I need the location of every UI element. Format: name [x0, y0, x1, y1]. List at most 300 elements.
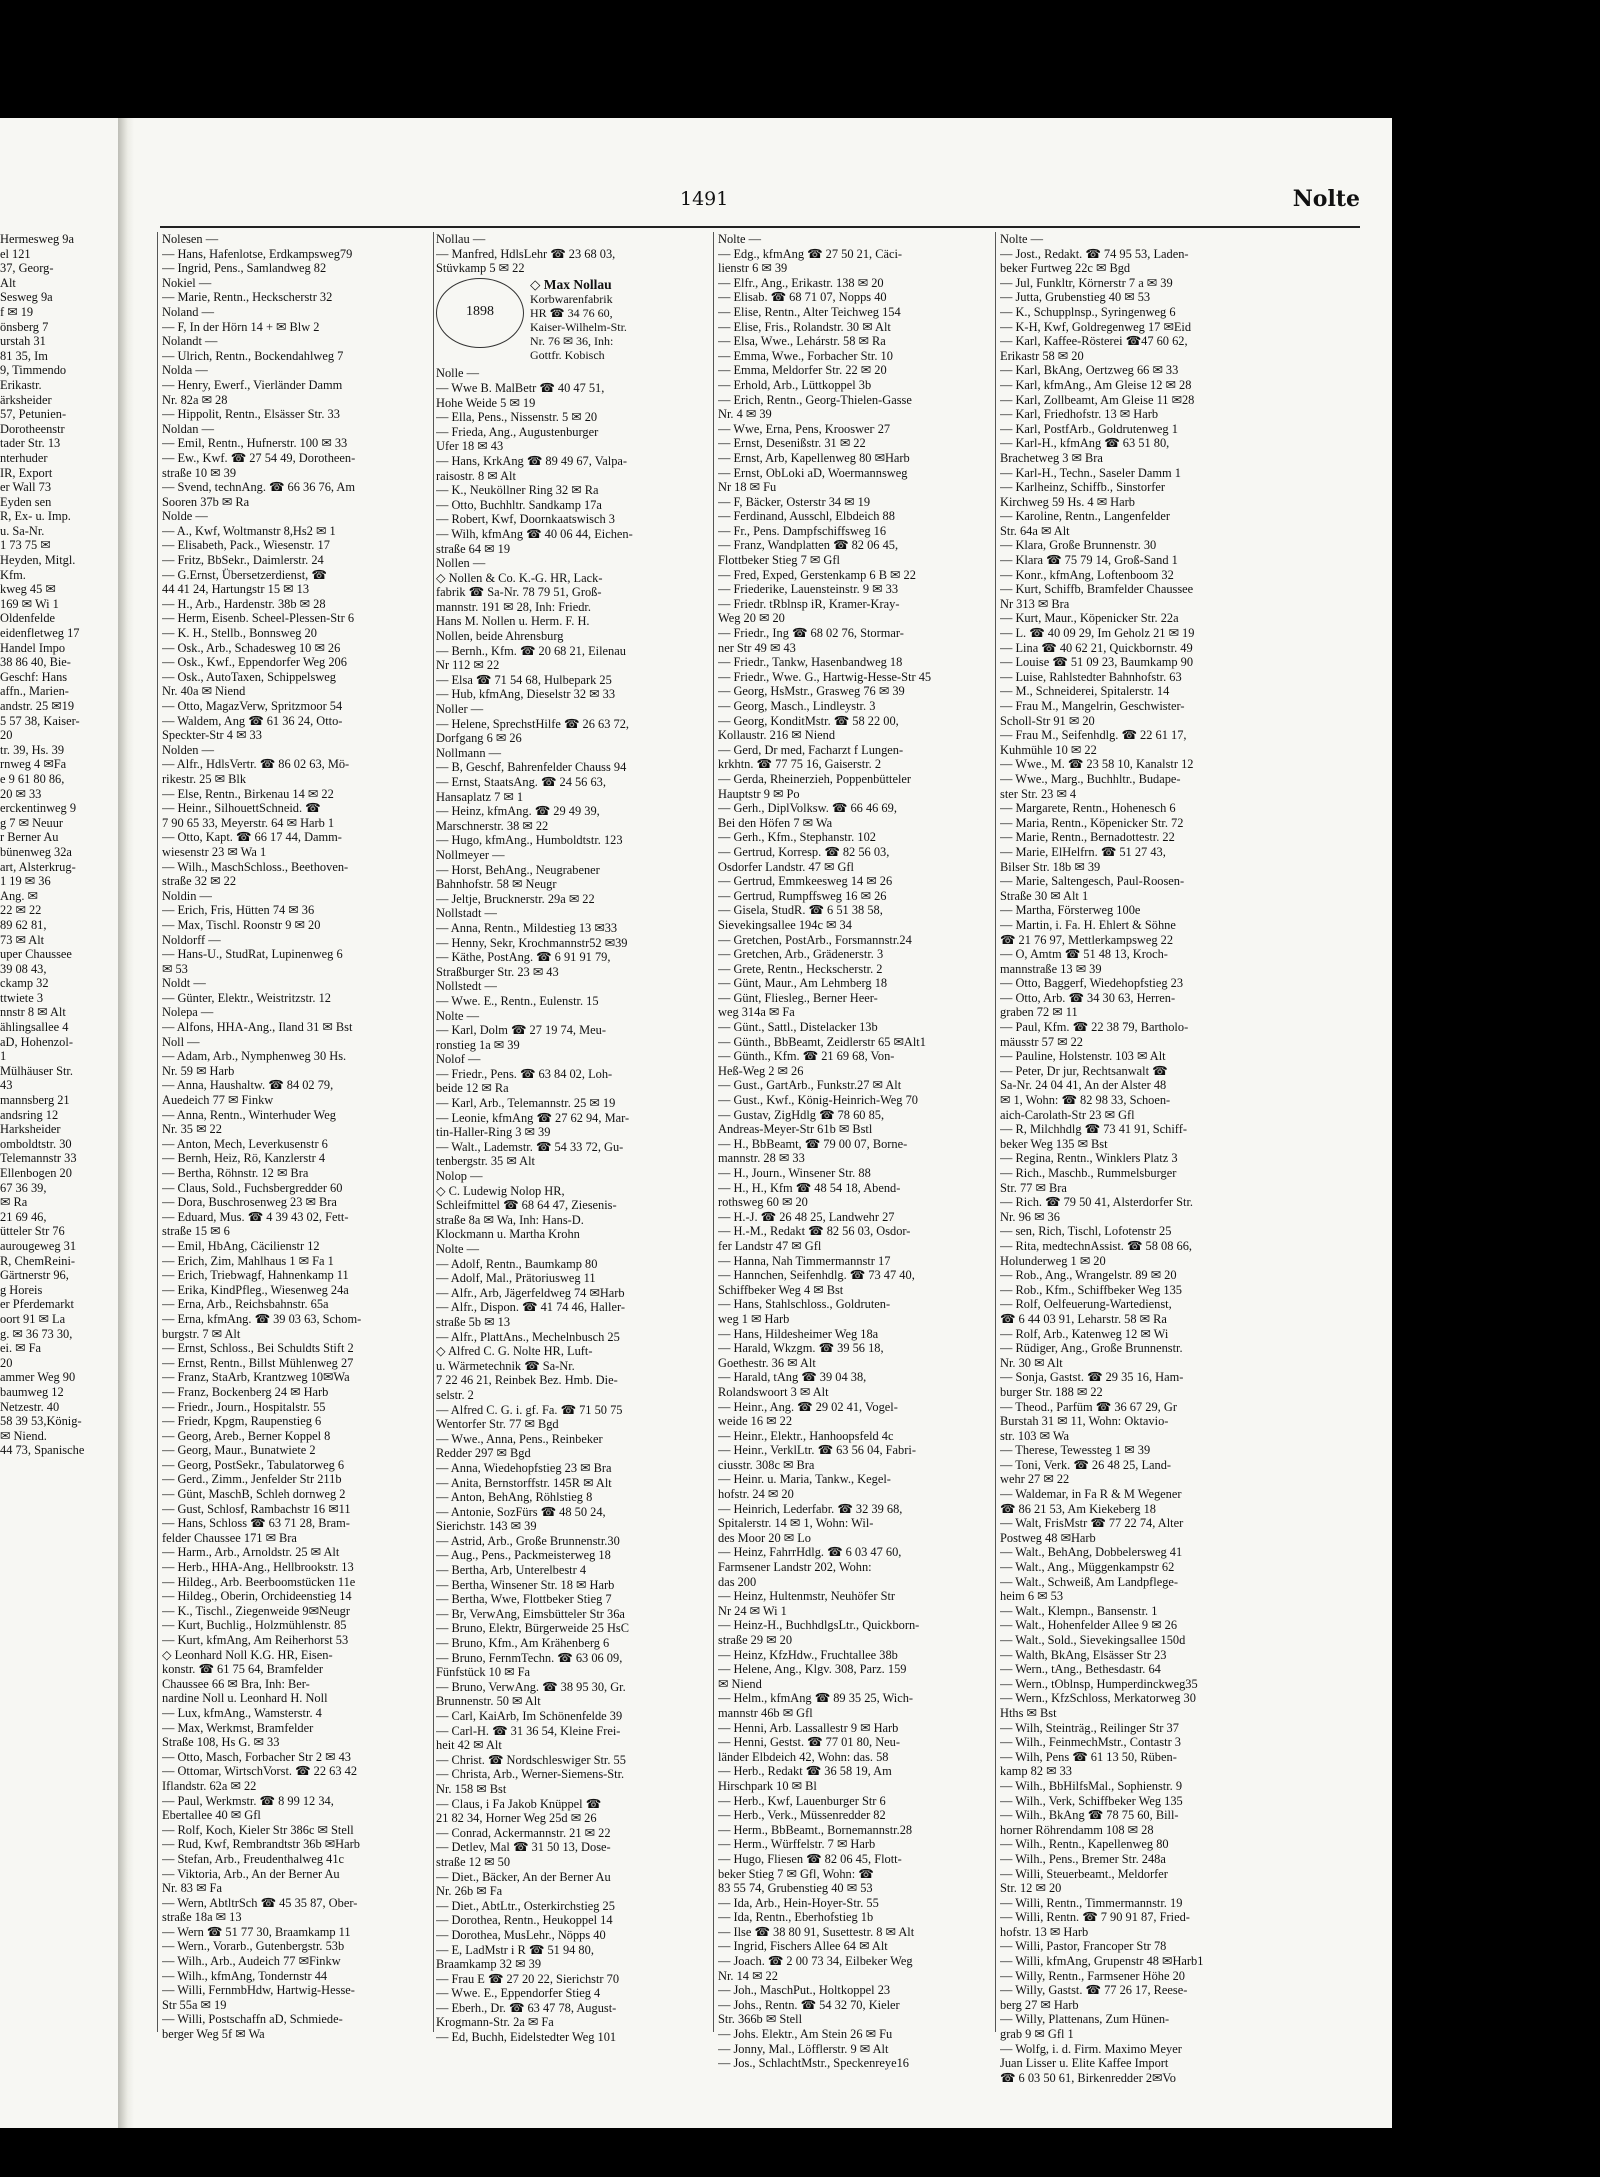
directory-entry: Nollen, beide Ahrensburg [436, 629, 564, 644]
directory-entry: — Detlev, Mal ☎ 31 50 13, Dose- [436, 1840, 611, 1855]
directory-entry: — Anton, BehAng, Röhlstieg 8 [436, 1490, 593, 1505]
directory-entry: bünenweg 32a [0, 844, 72, 859]
directory-entry: omboldtstr. 30 [0, 1136, 72, 1151]
directory-entry: el 121 [0, 246, 31, 261]
directory-entry: — Willy, Gastst. ☎ 77 26 17, Reese- [1000, 1983, 1188, 1998]
directory-entry: — Wwe., Anna, Pens., Reinbeker [436, 1431, 603, 1446]
directory-entry: beker Stieg 7 ✉ Gfl, Wohn: ☎ [718, 1866, 874, 1881]
directory-entry: Erikastr. [0, 377, 42, 392]
directory-entry: — Claus, Sold., Fuchsbergredder 60 [162, 1180, 343, 1195]
directory-entry: kweg 45 ✉ [0, 582, 56, 597]
directory-entry: ✉ Ra [0, 1195, 28, 1210]
directory-entry: 20 [0, 1355, 13, 1370]
directory-entry: — Claus, i Fa Jakob Knüppel ☎ [436, 1796, 602, 1811]
directory-entry: — Walt., Klempn., Bansenstr. 1 [1000, 1603, 1158, 1618]
directory-entry: Nr. 30 ✉ Alt [1000, 1355, 1063, 1370]
directory-entry: burgstr. 7 ✉ Alt [162, 1326, 241, 1341]
directory-entry: — Wwe., Marg., Buchhltr., Budape- [1000, 771, 1181, 786]
directory-entry: eidenfletweg 17 [0, 626, 80, 641]
directory-entry: — Wwe. E., Eppendorfer Stieg 4 [436, 1986, 601, 2001]
directory-entry: straße 12 ✉ 50 [436, 1854, 511, 1869]
directory-entry: — Otto, Arb. ☎ 34 30 63, Herren- [1000, 990, 1176, 1005]
directory-entry: ✉ Niend. [0, 1428, 47, 1443]
directory-entry: — Elisabeth, Pack., Wiesenstr. 17 [162, 538, 330, 553]
directory-entry: Kirchweg 59 Hs. 4 ✉ Harb [1000, 494, 1135, 509]
directory-entry: — Walt., BehAng, Dobbelersweg 41 [1000, 1545, 1183, 1560]
directory-entry: wehr 27 ✉ 22 [1000, 1472, 1070, 1487]
directory-entry: — Henni, Arb. Lassallestr 9 ✉ Harb [718, 1720, 899, 1735]
directory-entry: — Eberh., Dr. ☎ 63 47 78, August- [436, 2000, 617, 2015]
directory-entry: ner Str 49 ✉ 43 [718, 640, 796, 655]
directory-entry: — Georg, HsMstr., Grasweg 76 ✉ 39 [718, 684, 905, 699]
directory-entry: — Kurt, Schiffb, Bramfelder Chaussee [1000, 582, 1194, 597]
directory-entry: felder Chaussee 171 ✉ Bra [162, 1530, 297, 1545]
directory-entry: Straße 30 ✉ Alt 1 [1000, 888, 1089, 903]
header-rule [160, 226, 1360, 228]
directory-entry: Nollen — [436, 556, 486, 571]
directory-entry: — K., Schupplnsp., Syringenweg 6 [1000, 304, 1176, 319]
directory-entry: beker Weg 135 ✉ Bst [1000, 1136, 1108, 1151]
directory-entry: — Antonie, SozFürs ☎ 48 50 24, [436, 1504, 606, 1519]
directory-entry: — Elsa, Wwe., Lehárstr. 58 ✉ Ra [718, 334, 886, 349]
directory-entry: — Walt, FrisMstr ☎ 77 22 74, Alter [1000, 1516, 1184, 1531]
directory-entry: — Emma, Meldorfer Str. 22 ✉ 20 [718, 363, 887, 378]
directory-entry: — Heinr., Elektr., Hanhoopsfeld 4c [718, 1428, 894, 1443]
directory-entry: Flottbeker Stieg 7 ✉ Gfl [718, 553, 840, 568]
directory-entry: Handel Impo [0, 640, 66, 655]
directory-entry: — Gretchen, PostArb., Forsmannstr.24 [718, 932, 912, 947]
directory-entry: 44 41 24, Hartungstr 15 ✉ 13 [162, 582, 310, 597]
directory-entry: — Jeltje, Brucknerstr. 29a ✉ 22 [436, 891, 595, 906]
directory-entry: — Heinz-H., BuchhdlgsLtr., Quickborn- [718, 1618, 920, 1633]
directory-entry: — Dorothea, MusLehr., Nöpps 40 [436, 1927, 606, 1942]
directory-entry: — Rita, medtechnAssist. ☎ 58 08 66, [1000, 1238, 1192, 1253]
directory-entry: — Wolfg, i. d. Firm. Maximo Meyer [1000, 2041, 1182, 2056]
directory-entry: — Herb., Verk., Müssenredder 82 [718, 1808, 886, 1823]
directory-entry: Kfm. [0, 567, 26, 582]
directory-entry: Nr. 83 ✉ Fa [162, 1881, 222, 1896]
directory-entry: — Wilh, kfmAng ☎ 40 06 44, Eichen- [436, 526, 633, 541]
directory-entry: — Max, Tischl. Roonstr 9 ✉ 20 [162, 917, 321, 932]
directory-entry: — Marie, Saltengesch, Paul-Roosen- [1000, 874, 1185, 889]
directory-entry: Hirschpark 10 ✉ Bl [718, 1778, 817, 1793]
directory-entry: — L. ☎ 40 09 29, Im Geholz 21 ✉ 19 [1000, 626, 1195, 641]
column-2-entries [436, 366, 706, 2044]
directory-entry: 44 73, Spanische [0, 1443, 85, 1458]
directory-entry: straße 32 ✉ 22 [162, 874, 237, 889]
directory-entry: — Friedr. tRblnsp iR, Kramer-Kray- [718, 596, 900, 611]
directory-entry: — Otto, Kapt. ☎ 66 17 44, Damm- [162, 830, 342, 845]
directory-entry: Fünfstück 10 ✉ Fa [436, 1665, 531, 1680]
directory-entry: Andreas-Meyer-Str 61b ✉ Bstl [718, 1122, 873, 1137]
directory-entry: Bahnhofstr. 58 ✉ Neugr [436, 877, 557, 892]
directory-entry: — Jonny, Mal., Löfflerstr. 9 ✉ Alt [718, 2041, 889, 2056]
directory-entry: u. Sa-Nr. [0, 523, 45, 538]
directory-entry: — Carl-H. ☎ 31 36 54, Kleine Frei- [436, 1723, 621, 1738]
directory-entry: — Elise, Rentn., Alter Teichweg 154 [718, 304, 901, 319]
directory-entry: — Wilh, Steinträg., Reilinger Str 37 [1000, 1720, 1179, 1735]
directory-entry: — Gerd, Dr med, Facharzt f Lungen- [718, 742, 904, 757]
directory-entry: — Herb., Redakt ☎ 36 58 19, Am [718, 1764, 892, 1779]
directory-entry: Sierichstr. 143 ✉ 39 [436, 1519, 537, 1534]
directory-entry: — Louise ☎ 51 09 23, Baumkamp 90 [1000, 655, 1194, 670]
directory-entry: kamp 82 ✉ 33 [1000, 1764, 1072, 1779]
directory-entry: — Hugo, Fliesen ☎ 82 06 45, Flott- [718, 1851, 902, 1866]
directory-entry: — Anna, Rentn., Mildestieg 13 ✉33 [436, 920, 618, 935]
directory-entry: Nr. 76 ✉ 36, Inh: [530, 334, 614, 349]
directory-entry: beker Furtweg 22c ✉ Bgd [1000, 261, 1131, 276]
directory-entry: oort 91 ✉ La [0, 1311, 66, 1326]
directory-entry: — Bruno, VerwAng. ☎ 38 95 30, Gr. [436, 1679, 626, 1694]
directory-entry: — Friedr., Wwe. G., Hartwig-Hesse-Str 45 [718, 669, 932, 684]
directory-entry: Nolden — [162, 742, 214, 757]
directory-entry: — Emil, Rentn., Hufnerstr. 100 ✉ 33 [162, 436, 348, 451]
directory-entry: fabrik ☎ Sa-Nr. 78 79 51, Groß- [436, 585, 602, 600]
directory-entry: — Wern ☎ 51 77 30, Braamkamp 11 [162, 1924, 351, 1939]
directory-entry: — Hans, KrkAng ☎ 89 49 67, Valpa- [436, 453, 628, 468]
directory-entry: — K., Neuköllner Ring 32 ✉ Ra [436, 483, 599, 498]
directory-entry: 67 36 39, [0, 1180, 47, 1195]
directory-entry: — Georg, Masch., Lindleystr. 3 [718, 699, 876, 713]
directory-entry: aich-Carolath-Str 23 ✉ Gfl [1000, 1107, 1135, 1122]
directory-entry: g 7 ✉ Neuur [0, 815, 64, 830]
directory-entry: 81 35, Im [0, 348, 48, 363]
directory-entry: Schiffbeker Weg 4 ✉ Bst [718, 1282, 844, 1297]
directory-entry: nardine Noll u. Leonhard H. Noll [162, 1691, 328, 1706]
directory-entry: — Horst, BehAng., Neugrabener [436, 862, 600, 877]
directory-entry: ◇ C. Ludewig Nolop HR, [436, 1183, 565, 1198]
directory-entry: straße 15 ✉ 6 [162, 1224, 230, 1239]
directory-entry: — Ernst, ObLoki aD, Woermannsweg [718, 465, 908, 480]
directory-entry: 38 86 40, Bie- [0, 655, 71, 670]
directory-entry: — Walt., Hohenfelder Allee 9 ✉ 26 [1000, 1618, 1178, 1633]
directory-entry: 37, Georg- [0, 261, 54, 276]
directory-entry: IR, Export [0, 465, 53, 480]
directory-entry: — H., Journ., Winsener Str. 88 [718, 1166, 871, 1180]
directory-entry: — R, Milchhdlg ☎ 73 41 91, Schiff- [1000, 1122, 1187, 1137]
directory-entry: Noldin — [162, 888, 212, 903]
directory-entry: — Jost., Redakt. ☎ 74 95 53, Laden- [1000, 246, 1189, 261]
directory-entry: 7 22 46 21, Reinbek Bez. Hmb. Die- [436, 1373, 618, 1388]
directory-entry: — Fritz, BbSekr., Daimlerstr. 24 [162, 553, 324, 568]
directory-entry: Nollstadt — [436, 906, 497, 921]
directory-entry: Nolepa — [162, 1005, 214, 1020]
directory-entry: — Bertha, Arb, Unterelbestr 4 [436, 1563, 587, 1578]
directory-entry: — Wilh., FeinmechMstr., Contastr 3 [1000, 1735, 1181, 1750]
directory-entry: Marschnerstr. 38 ✉ 22 [436, 818, 549, 833]
directory-entry: — Christa, Arb., Werner-Siemens-Str. [436, 1767, 625, 1782]
directory-entry: — Erich, Rentn., Georg-Thielen-Gasse [718, 392, 912, 407]
directory-entry: Kollaustr. 216 ✉ Niend [718, 728, 836, 743]
directory-entry: ☎ 86 21 53, Am Kiekeberg 18 [1000, 1501, 1156, 1516]
directory-entry: — Marie, ElHelfrn. ☎ 51 27 43, [1000, 844, 1166, 859]
directory-entry: ammer Weg 90 [0, 1370, 76, 1385]
directory-entry: — Hub, kfmAng, Dieselstr 32 ✉ 33 [436, 687, 616, 702]
directory-entry: — Kurt, Buchlig., Holzmühlenstr. 85 [162, 1618, 347, 1633]
directory-entry: — Osk., AutoTaxen, Schippelsweg [162, 669, 336, 684]
directory-entry: — Heinrich, Lederfabr. ☎ 32 39 68, [718, 1501, 903, 1516]
directory-entry: — H.-J. ☎ 26 48 25, Landwehr 27 [718, 1209, 895, 1224]
directory-entry: Nr 112 ✉ 22 [436, 658, 500, 673]
directory-entry: Nolop — [436, 1169, 483, 1184]
directory-entry: heit 42 ✉ Alt [436, 1738, 502, 1753]
directory-entry: — Bertha, Röhnstr. 12 ✉ Bra [162, 1166, 309, 1180]
directory-entry: — Else, Rentn., Birkenau 14 ✉ 22 [162, 786, 334, 801]
directory-entry: — Ottomar, WirtschVorst. ☎ 22 63 42 [162, 1764, 358, 1779]
directory-entry: — Conrad, Ackermannstr. 21 ✉ 22 [436, 1825, 611, 1840]
directory-entry: urstah 31 [0, 334, 46, 349]
directory-entry: 20 [0, 728, 13, 743]
directory-entry: — Günt., Sattl., Distelacker 13b [718, 1020, 878, 1035]
directory-entry: — Joh., MaschPut., Holtkoppel 23 [718, 1983, 891, 1998]
directory-entry: — Herm., BbBeamt., Bornemannstr.28 [718, 1822, 913, 1837]
directory-entry: — Anita, Bernstorffstr. 145R ✉ Alt [436, 1475, 612, 1490]
directory-entry: er Pferdemarkt [0, 1297, 74, 1312]
directory-entry: Noldorff — [162, 932, 221, 947]
directory-entry: — Rich. ☎ 79 50 41, Alsterdorfer Str. [1000, 1195, 1194, 1210]
directory-entry: — Wern., Vorarb., Gutenbergstr. 53b [162, 1939, 345, 1954]
directory-entry: Netzestr. 40 [0, 1399, 60, 1414]
directory-entry: heim 6 ✉ 53 [1000, 1589, 1064, 1604]
directory-entry: 1 73 75 ✉ [0, 538, 51, 553]
directory-entry: Krogmann-Str. 2a ✉ Fa [436, 2015, 554, 2030]
directory-entry: — Bertha, Wwe, Flottbeker Stieg 7 [436, 1592, 612, 1607]
directory-entry: — Ella, Pens., Nissenstr. 5 ✉ 20 [436, 410, 598, 425]
directory-entry: — Heinr. u. Maria, Tankw., Kegel- [718, 1472, 891, 1487]
directory-entry: ☎ 6 44 03 91, Leharstr. 58 ✉ Ra [1000, 1311, 1167, 1326]
directory-entry: — Johs. Elektr., Am Stein 26 ✉ Fu [718, 2027, 893, 2042]
directory-entry: Nr 18 ✉ Fu [718, 480, 777, 495]
directory-entry: lienstr 6 ✉ 39 [718, 261, 788, 276]
directory-entry: — Rob., Ang., Wrangelstr. 89 ✉ 20 [1000, 1268, 1177, 1283]
directory-entry: — Adam, Arb., Nymphenweg 30 Hs. [162, 1049, 347, 1064]
directory-entry: 83 55 74, Grubenstieg 40 ✉ 53 [718, 1881, 873, 1896]
directory-entry: — Fr., Pens. Dampfschiffsweg 16 [718, 523, 887, 538]
directory-entry: — Lux, kfmAng., Wamsterstr. 4 [162, 1705, 322, 1720]
directory-entry: hofstr. 24 ✉ 20 [718, 1487, 794, 1502]
directory-entry: — F, In der Hörn 14 + ✉ Blw 2 [162, 319, 320, 334]
directory-entry: beide 12 ✉ Ra [436, 1081, 509, 1096]
directory-entry: — Walt., Ang., Müggenkampstr 62 [1000, 1560, 1175, 1575]
running-head: Nolte [1292, 186, 1360, 212]
directory-entry: — Karl-H., kfmAng ☎ 63 51 80, [1000, 436, 1170, 451]
directory-entry: — Georg, Maur., Bunatwiete 2 [162, 1443, 316, 1458]
directory-entry: — Peter, Dr jur, Rechtsanwalt ☎ [1000, 1063, 1168, 1078]
directory-entry: — Otto, Baggerf, Wiedehopfstieg 23 [1000, 976, 1184, 991]
directory-entry: — Wwe B. MalBetr ☎ 40 47 51, [436, 380, 605, 395]
directory-entry: Nolte — [1000, 232, 1044, 246]
directory-entry: — Henry, Ewerf., Vierländer Damm [162, 377, 343, 392]
directory-entry: 1 19 ✉ 36 [0, 874, 51, 889]
directory-entry: — Klara ☎ 75 79 14, Groß-Sand 1 [1000, 553, 1178, 568]
directory-entry: Dorotheenstr [0, 421, 65, 436]
directory-entry: — Toni, Verk. ☎ 26 48 25, Land- [1000, 1457, 1172, 1472]
directory-entry: Farmsener Landstr 202, Wohn: [718, 1560, 872, 1575]
directory-entry: str. 103 ✉ Wa [1000, 1428, 1070, 1443]
directory-entry: Nr. 26b ✉ Fa [436, 1884, 503, 1899]
directory-entry: berger Weg 5f ✉ Wa [162, 2027, 265, 2042]
directory-entry: 57, Petunien- [0, 407, 67, 422]
column-left-fragment [0, 232, 116, 1458]
directory-entry: Stüvkamp 5 ✉ 22 [436, 261, 525, 276]
directory-entry: straße 5b ✉ 13 [436, 1314, 511, 1329]
directory-entry: Nr 24 ✉ Wi 1 [718, 1603, 787, 1618]
directory-entry: ciusstr. 308c ✉ Bra [718, 1457, 815, 1472]
directory-entry: Str. 64a ✉ Alt [1000, 523, 1070, 538]
directory-entry: — Franz, StaArb, Krantzweg 10✉Wa [162, 1370, 350, 1385]
directory-entry: — Hans, Hafenlotse, Erdkampsweg79 [162, 246, 353, 261]
directory-entry: — Ernst, Rentn., Billst Mühlenweg 27 [162, 1355, 354, 1370]
directory-entry: — H.-M., Redakt ☎ 82 56 03, Osdor- [718, 1224, 911, 1239]
directory-entry: Osdorfer Landstr. 47 ✉ Gfl [718, 859, 854, 874]
directory-entry: — Walt., Sold., Sievekingsallee 150d [1000, 1633, 1186, 1647]
directory-entry: — Friedr, Kpgm, Raupenstieg 6 [162, 1414, 322, 1429]
directory-entry: — Frau M., Mangelrin, Geschwister- [1000, 699, 1185, 713]
directory-entry: — Otto, MagazVerw, Spritzmoor 54 [162, 699, 343, 713]
directory-entry: — Wilh., Rentn., Kapellenweg 80 [1000, 1837, 1169, 1852]
directory-entry: Nr. 4 ✉ 39 [718, 407, 772, 422]
directory-entry: — Bruno, FernmTechn. ☎ 63 06 09, [436, 1650, 623, 1665]
directory-entry: mannstr. 28 ✉ 33 [718, 1151, 805, 1166]
directory-entry: — Anna, Rentn., Winterhuder Weg [162, 1107, 336, 1122]
directory-entry: art, Alsterkrug- [0, 859, 76, 874]
directory-entry: straße 8a ✉ Wa, Inh: Hans-D. [436, 1212, 584, 1227]
ad-text [530, 292, 627, 362]
directory-entry: — Gertrud, Emmkeesweg 14 ✉ 26 [718, 874, 893, 889]
directory-entry: — Karl-H., Techn., Saseler Damm 1 [1000, 465, 1181, 480]
directory-entry: ählingsallee 4 [0, 1020, 69, 1035]
directory-entry: rnweg 4 ✉Fa [0, 757, 67, 772]
directory-entry: Speckter-Str 4 ✉ 33 [162, 728, 262, 743]
directory-entry: das 200 [718, 1574, 757, 1589]
directory-entry: — Karl, kfmAng., Am Gleise 12 ✉ 28 [1000, 377, 1192, 392]
directory-entry: ☎ 21 76 97, Mettlerkampsweg 22 [1000, 932, 1174, 947]
directory-entry: — Gerd., Zimm., Jenfelder Str 211b [162, 1472, 342, 1487]
directory-entry: — Helene, Ang., Klgv. 308, Parz. 159 [718, 1662, 907, 1677]
directory-entry: — Alfr., PlattAns., Mechelnbusch 25 [436, 1329, 620, 1344]
directory-entry: Nolte — [436, 1242, 480, 1256]
directory-entry: aurougeweg 31 [0, 1238, 77, 1253]
directory-entry: — O, Amtm ☎ 51 48 13, Kroch- [1000, 947, 1168, 962]
directory-entry: — Robert, Kwf, Doornkaatswisch 3 [436, 512, 615, 527]
directory-entry: — Gretchen, Arb., Grädenerstr. 3 [718, 947, 884, 962]
directory-entry: Rolandswoort 3 ✉ Alt [718, 1384, 829, 1399]
directory-entry: Str. 77 ✉ Bra [1000, 1180, 1067, 1195]
column-divider [995, 232, 996, 2032]
directory-entry: — Gerh., DiplVolksw. ☎ 66 46 69, [718, 801, 897, 816]
directory-entry: 20 ✉ 33 [0, 786, 42, 801]
directory-entry: — Frieda, Ang., Augustenburger [436, 424, 599, 439]
directory-entry: — Bernh., Kfm. ☎ 20 68 21, Eilenau [436, 643, 626, 658]
directory-entry: — Georg, Areb., Berner Koppel 8 [162, 1428, 331, 1443]
directory-entry: — Friedr., Ing ☎ 68 02 76, Stormar- [718, 626, 904, 641]
directory-entry: Dorfgang 6 ✉ 26 [436, 731, 522, 746]
directory-entry: — Jos., SchlachtMstr., Speckenreye16 [718, 2056, 909, 2071]
column-3 [718, 232, 990, 2071]
directory-entry: — Br, VerwAng, Eimsbütteler Str 36a [436, 1606, 625, 1621]
directory-entry: Nr. 35 ✉ 22 [162, 1122, 222, 1137]
directory-entry: Ellenbogen 20 [0, 1166, 72, 1180]
directory-entry: — Maria, Rentn., Köpenicker Str. 72 [1000, 815, 1184, 830]
directory-entry: — Ferdinand, Ausschl, Elbdeich 88 [718, 509, 895, 524]
directory-entry: — Eduard, Mus. ☎ 4 39 43 02, Fett- [162, 1209, 349, 1224]
directory-entry: — Wwe. E., Rentn., Eulenstr. 15 [436, 993, 599, 1008]
directory-entry: — Erich, Zim, Mahlhaus 1 ✉ Fa 1 [162, 1253, 334, 1268]
directory-entry: — Ulrich, Rentn., Bockendahlweg 7 [162, 348, 344, 363]
directory-entry: — K. H., Stellb., Bonnsweg 20 [162, 626, 317, 641]
directory-entry: — Wilh., Verk, Schiffbeker Weg 135 [1000, 1793, 1183, 1808]
directory-entry: — Grete, Rentn., Heckscherstr. 2 [718, 961, 883, 976]
directory-entry: — Henny, Sekr, Krochmannstr52 ✉39 [436, 935, 628, 950]
directory-entry: — Karl, Arb., Telemannstr. 25 ✉ 19 [436, 1096, 616, 1111]
directory-entry: Nollau — [436, 232, 486, 246]
directory-entry: — Rolf, Oelfeuerung-Wartedienst, [1000, 1297, 1172, 1312]
directory-entry: Nolda — [162, 363, 208, 378]
directory-entry: — Osk., Arb., Schadesweg 10 ✉ 26 [162, 640, 341, 655]
directory-entry: — Franz, Wandplatten ☎ 82 06 45, [718, 538, 899, 553]
directory-entry: Str. 12 ✉ 20 [1000, 1881, 1062, 1896]
directory-entry: — Helm., kfmAng ☎ 89 35 25, Wich- [718, 1691, 914, 1706]
column-4 [1000, 232, 1276, 2085]
directory-entry: — Gerda, Rheinerzieh, Poppenbütteler [718, 771, 912, 786]
directory-entry: — Wilh., BkAng ☎ 78 75 60, Bill- [1000, 1808, 1179, 1823]
directory-entry: — Rud, Kwf, Rembrandtstr 36b ✉Harb [162, 1837, 360, 1852]
directory-entry: straße 29 ✉ 20 [718, 1633, 793, 1647]
directory-entry: g. ✉ 36 73 30, [0, 1326, 73, 1341]
directory-entry: Nr. 40a ✉ Niend [162, 684, 246, 699]
directory-entry: — Friedr., Tankw, Hasenbandweg 18 [718, 655, 903, 670]
directory-entry: länder Elbdeich 42, Wohn: das. 58 [718, 1749, 889, 1764]
directory-entry: — Günter, Elektr., Weistritzstr. 12 [162, 990, 331, 1005]
directory-entry: — Wwe., M. ☎ 23 58 10, Kanalstr 12 [1000, 757, 1194, 772]
directory-entry: — Friedr., Journ., Hospitalstr. 55 [162, 1399, 326, 1414]
directory-entry: ster Str. 23 ✉ 4 [1000, 786, 1077, 801]
directory-entry: berg 27 ✉ Harb [1000, 1997, 1079, 2012]
directory-entry: — Frau E ☎ 27 20 22, Sierichstr 70 [436, 1971, 620, 1986]
directory-entry: — Walt., Schweiß, Am Landpflege- [1000, 1574, 1179, 1589]
directory-entry: — Elfr., Ang., Erikastr. 138 ✉ 20 [718, 275, 884, 290]
directory-entry: — Konr., kfmAng, Loftenboom 32 [1000, 567, 1174, 582]
directory-entry: graben 72 ✉ 11 [1000, 1005, 1078, 1020]
directory-entry: — Harald, tAng ☎ 39 04 38, [718, 1370, 867, 1385]
directory-entry: Nollmann — [436, 745, 502, 760]
directory-entry: — Erna, kfmAng. ☎ 39 03 63, Schom- [162, 1311, 362, 1326]
directory-entry: Burstah 31 ✉ 11, Wohn: Oktavio- [1000, 1414, 1169, 1429]
column-divider [157, 232, 158, 2032]
directory-entry: — E, LadMstr i R ☎ 51 94 80, [436, 1942, 594, 1957]
directory-entry: Nolde — [162, 509, 208, 524]
directory-entry: — Paul, Kfm. ☎ 22 38 79, Bartholo- [1000, 1020, 1189, 1035]
directory-entry: Sesweg 9a [0, 290, 53, 305]
directory-entry: Ufer 18 ✉ 43 [436, 439, 504, 454]
directory-entry: Hohe Weide 5 ✉ 19 [436, 395, 536, 410]
directory-entry: — Gertrud, Rumpffsweg 16 ✉ 26 [718, 888, 887, 903]
directory-entry: Noldt — [162, 976, 206, 991]
directory-entry: Telemannstr 33 [0, 1151, 77, 1166]
page-gutter [118, 118, 134, 2128]
directory-entry: — Rüdiger, Ang., Große Brunnenstr. [1000, 1341, 1183, 1356]
directory-entry: Postweg 48 ✉Harb [1000, 1530, 1096, 1545]
directory-entry: — Diet., Bäcker, An der Berner Au [436, 1869, 611, 1884]
directory-entry: ◇ Leonhard Noll K.G. HR, Eisen- [162, 1647, 333, 1662]
directory-entry: — sen, Rich, Tischl, Lofotenstr 25 [1000, 1224, 1172, 1239]
directory-entry: mannstr 46b ✉ Gfl [718, 1705, 813, 1720]
directory-entry: — Günth., Kfm. ☎ 21 69 68, Von- [718, 1049, 895, 1064]
directory-entry: — Ew., Kwf. ☎ 27 54 49, Dorotheen- [162, 450, 356, 465]
column-2-intro [436, 232, 706, 276]
directory-entry: — H., H., Kfm ☎ 48 54 18, Abend- [718, 1180, 901, 1195]
directory-entry: Brachetweg 3 ✉ Bra [1000, 450, 1103, 465]
